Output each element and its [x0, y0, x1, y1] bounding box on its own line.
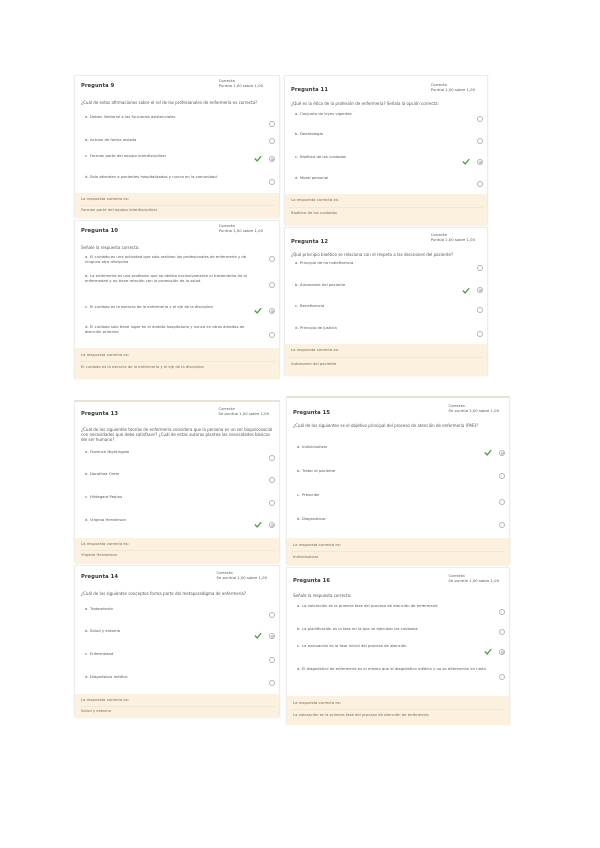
status-label: Correcta — [218, 406, 235, 411]
question-status — [219, 224, 263, 233]
answer-option[interactable]: b.La enfermería es una profesión que se dedica exclusivamente al tratamiento de la enfermedad y no tiene relación con la promoción de la salud — [85, 273, 247, 283]
radio-option-c[interactable] — [269, 500, 275, 506]
feedback-box — [75, 694, 279, 718]
radio-option-a[interactable] — [269, 455, 275, 461]
radio-option-a[interactable] — [269, 256, 275, 262]
answer-option[interactable]: c. Bioética de los cuidados — [295, 154, 346, 159]
answer-option[interactable]: a.El cuidado es una actividad que solo realizan los profesionales de enfermería y de ninguna otra disciplina — [85, 254, 247, 264]
radio-option-d[interactable] — [499, 674, 505, 680]
radio-option-c[interactable] — [269, 308, 275, 314]
question-card-9 — [74, 75, 280, 217]
feedback-label: La respuesta correcta es: — [293, 700, 342, 705]
answer-option[interactable]: b.Dorothea Orem — [85, 471, 120, 476]
radio-option-b[interactable] — [269, 138, 275, 144]
radio-option-c[interactable] — [269, 657, 275, 663]
question-text: ¿Qué principio bioético se relaciona con el respeto a las decisiones del paciente? — [291, 252, 454, 257]
answer-option[interactable]: d.Solo atienden a pacientes hospitalizados y nunca en la comunidad — [85, 174, 217, 179]
grade-label: Se puntúa 1,00 sobre 1,00 — [448, 407, 499, 413]
feedback-box — [287, 696, 509, 725]
feedback-answer: Autonomía del paciente — [291, 360, 337, 366]
radio-option-b[interactable] — [499, 473, 505, 479]
grade-label: Puntúa 1,00 sobre 1,00 — [430, 236, 475, 242]
question-status — [449, 404, 499, 413]
answer-option[interactable]: a.Conjunto de leyes vigentes — [295, 111, 352, 116]
answer-option[interactable]: c. Hildegard Peplau — [85, 494, 123, 499]
feedback-label: La respuesta correcta es: — [81, 541, 130, 546]
answer-option[interactable]: d.Principio de justicia — [295, 325, 337, 330]
radio-option-b[interactable] — [477, 287, 483, 293]
question-title: Pregunta 12 — [291, 239, 329, 245]
feedback-box — [285, 344, 487, 376]
answer-option[interactable]: a.Principio de no maleficencia — [295, 260, 354, 265]
grade-label: Puntúa 1,00 sobre 1,00 — [218, 227, 263, 233]
question-card-11 — [284, 75, 488, 225]
radio-option-a[interactable] — [269, 612, 275, 618]
grade-label: Se puntúa 1,00 sobre 1,00 — [216, 574, 267, 580]
question-title: Pregunta 15 — [293, 410, 331, 416]
answer-option[interactable]: b.Deontología — [295, 131, 323, 136]
feedback-answer: Salud y entorno — [81, 707, 112, 713]
answer-option[interactable]: c. La evaluación es la fase inicial del proceso de atención — [297, 643, 407, 648]
answer-option[interactable]: a.Florence Nightingale — [85, 449, 130, 454]
radio-option-a[interactable] — [269, 121, 275, 127]
answer-option[interactable]: d.El diagnóstico de enfermería es el mismo que el diagnóstico médico y no se diferencian en nada — [297, 666, 486, 671]
question-card-14 — [74, 565, 280, 717]
question-status — [219, 79, 263, 88]
check-icon — [484, 648, 492, 655]
question-card-13 — [74, 400, 280, 562]
grade-label: Puntúa 1,00 sobre 1,00 — [218, 82, 263, 88]
answer-option[interactable]: b.La planificación es la fase en la que se ejecutan los cuidados — [297, 626, 418, 631]
radio-option-a[interactable] — [499, 609, 505, 615]
grade-label: Se puntúa 1,00 sobre 1,00 — [218, 410, 269, 416]
question-title: Pregunta 13 — [81, 411, 119, 417]
feedback-label: La respuesta correcta es: — [291, 347, 340, 352]
feedback-label: La respuesta correcta es: — [81, 196, 130, 201]
radio-option-a[interactable] — [477, 116, 483, 122]
question-status — [431, 233, 475, 242]
feedback-box — [75, 193, 279, 218]
question-text: ¿Qué es la ética de la profesión de enfermería? Señala la opción correcta: — [291, 101, 439, 106]
answer-option[interactable]: c. Beneficencia — [295, 303, 325, 308]
radio-option-c[interactable] — [477, 159, 483, 165]
answer-option[interactable]: a.Individualizar — [297, 444, 328, 449]
answer-option[interactable]: c. Enfermedad — [85, 651, 114, 656]
feedback-answer: La valoración es la primera fase del proceso de atención de enfermería — [293, 711, 429, 717]
grade-label: Se puntúa 1,00 sobre 1,00 — [448, 577, 499, 583]
feedback-label: La respuesta correcta es: — [81, 352, 130, 357]
answer-option[interactable]: c. Prescribir — [297, 492, 320, 497]
radio-option-a[interactable] — [477, 265, 483, 271]
feedback-answer: Individualizar — [293, 553, 319, 559]
radio-option-b[interactable] — [499, 629, 505, 635]
feedback-label: La respuesta correcta es: — [81, 697, 130, 702]
status-label: Correcta — [430, 82, 447, 87]
question-text: Señale la respuesta correcta: — [293, 593, 352, 598]
answer-option[interactable]: a.Deben limitarse a las funciones asistenciales — [85, 114, 176, 119]
feedback-box — [285, 194, 487, 226]
question-text: Señale la respuesta correcta: — [81, 245, 140, 250]
feedback-answer: Bioética de los cuidados — [291, 209, 337, 215]
feedback-box — [75, 538, 279, 564]
feedback-answer: Forman parte del equipo interdisciplinar — [81, 206, 158, 212]
radio-option-d[interactable] — [269, 179, 275, 185]
question-card-16 — [286, 567, 510, 724]
answer-option[interactable]: d.Diagnóstico médico — [85, 674, 128, 679]
question-title: Pregunta 11 — [291, 87, 329, 93]
check-icon — [462, 158, 470, 165]
answer-option[interactable]: a.La valoración es la primera fase del proceso de atención de enfermería — [297, 603, 438, 608]
answer-option[interactable]: b.Tratar al paciente — [297, 468, 336, 473]
radio-option-b[interactable] — [269, 282, 275, 288]
status-label: Correcta — [448, 403, 465, 408]
question-title: Pregunta 14 — [81, 574, 119, 580]
radio-option-d[interactable] — [499, 522, 505, 528]
radio-option-d[interactable] — [477, 181, 483, 187]
answer-option[interactable]: d.Diagnosticar — [297, 516, 326, 521]
radio-option-b[interactable] — [269, 633, 275, 639]
answer-option[interactable]: c. El cuidado es la esencia de la enfermería y el eje de la disciplina — [85, 304, 213, 309]
radio-option-d[interactable] — [269, 680, 275, 686]
answer-option[interactable]: c. Forman parte del equipo interdisciplinar — [85, 153, 167, 158]
question-status — [219, 407, 269, 416]
feedback-label: La respuesta correcta es: — [291, 197, 340, 202]
question-text: ¿Cuál de estas afirmaciones sobre el rol de los profesionales de enfermería es correcta? — [81, 100, 258, 105]
question-status — [449, 574, 499, 583]
answer-option[interactable]: d.El cuidado solo tiene lugar en el ámbito hospitalario y nunca en otros ámbitos de atención primaria — [85, 324, 245, 334]
question-status — [431, 83, 475, 92]
radio-option-a[interactable] — [499, 450, 505, 456]
feedback-answer: Virginia Henderson — [81, 551, 118, 557]
question-status — [217, 571, 267, 580]
question-card-12 — [284, 227, 488, 375]
question-title: Pregunta 16 — [293, 578, 331, 584]
status-label: Correcta — [218, 78, 235, 83]
answer-option[interactable]: b.Actúan de forma aislada — [85, 137, 137, 142]
feedback-answer: El cuidado es la esencia de la enfermería y el eje de la disciplina — [81, 363, 204, 369]
question-text: ¿Cuál de los siguientes es el objetivo principal del proceso de atención de enfermería (PAE)? — [293, 423, 479, 428]
status-label: Correcta — [448, 573, 465, 578]
answer-option[interactable]: b.Autonomía del paciente — [295, 282, 346, 287]
radio-option-c[interactable] — [499, 499, 505, 505]
question-text: ¿Cuál de los siguientes conceptos forma parte del metaparadigma de enfermería? — [81, 591, 247, 596]
answer-option[interactable]: a.Tratamiento — [85, 606, 113, 611]
status-label: Correcta — [218, 223, 235, 228]
status-label: Correcta — [216, 570, 233, 575]
radio-option-d[interactable] — [477, 331, 483, 337]
radio-option-c[interactable] — [477, 307, 483, 313]
check-icon — [254, 307, 262, 314]
answer-option[interactable]: b.Salud y entorno — [85, 628, 121, 633]
check-icon — [254, 155, 262, 162]
answer-option[interactable]: d.Moral personal — [295, 175, 329, 180]
question-title: Pregunta 10 — [81, 228, 119, 234]
radio-option-c[interactable] — [269, 156, 275, 162]
answer-option[interactable]: d.Virginia Henderson — [85, 517, 127, 522]
radio-option-d[interactable] — [269, 332, 275, 338]
check-icon — [462, 287, 470, 294]
check-icon — [254, 632, 262, 639]
grade-label: Puntúa 1,00 sobre 1,00 — [430, 86, 475, 92]
radio-option-d[interactable] — [269, 522, 275, 528]
check-icon — [484, 449, 492, 456]
status-label: Correcta — [430, 232, 447, 237]
radio-option-b[interactable] — [269, 477, 275, 483]
question-card-10 — [74, 220, 280, 378]
radio-option-c[interactable] — [499, 649, 505, 655]
feedback-box — [75, 348, 279, 379]
question-text: ¿Cuál de las siguientes teorías de enfermería considera que la persona es un ser biopsicosocial con necesidades que debe satisfacer? ¿Cuál de estas autoras plantea las necesidades básicas del ser humano? — [81, 427, 273, 442]
check-icon — [254, 521, 262, 528]
question-card-15 — [286, 396, 510, 564]
feedback-label: La respuesta correcta es: — [293, 542, 342, 547]
radio-option-b[interactable] — [477, 138, 483, 144]
feedback-box — [287, 538, 509, 566]
question-title: Pregunta 9 — [81, 83, 115, 89]
